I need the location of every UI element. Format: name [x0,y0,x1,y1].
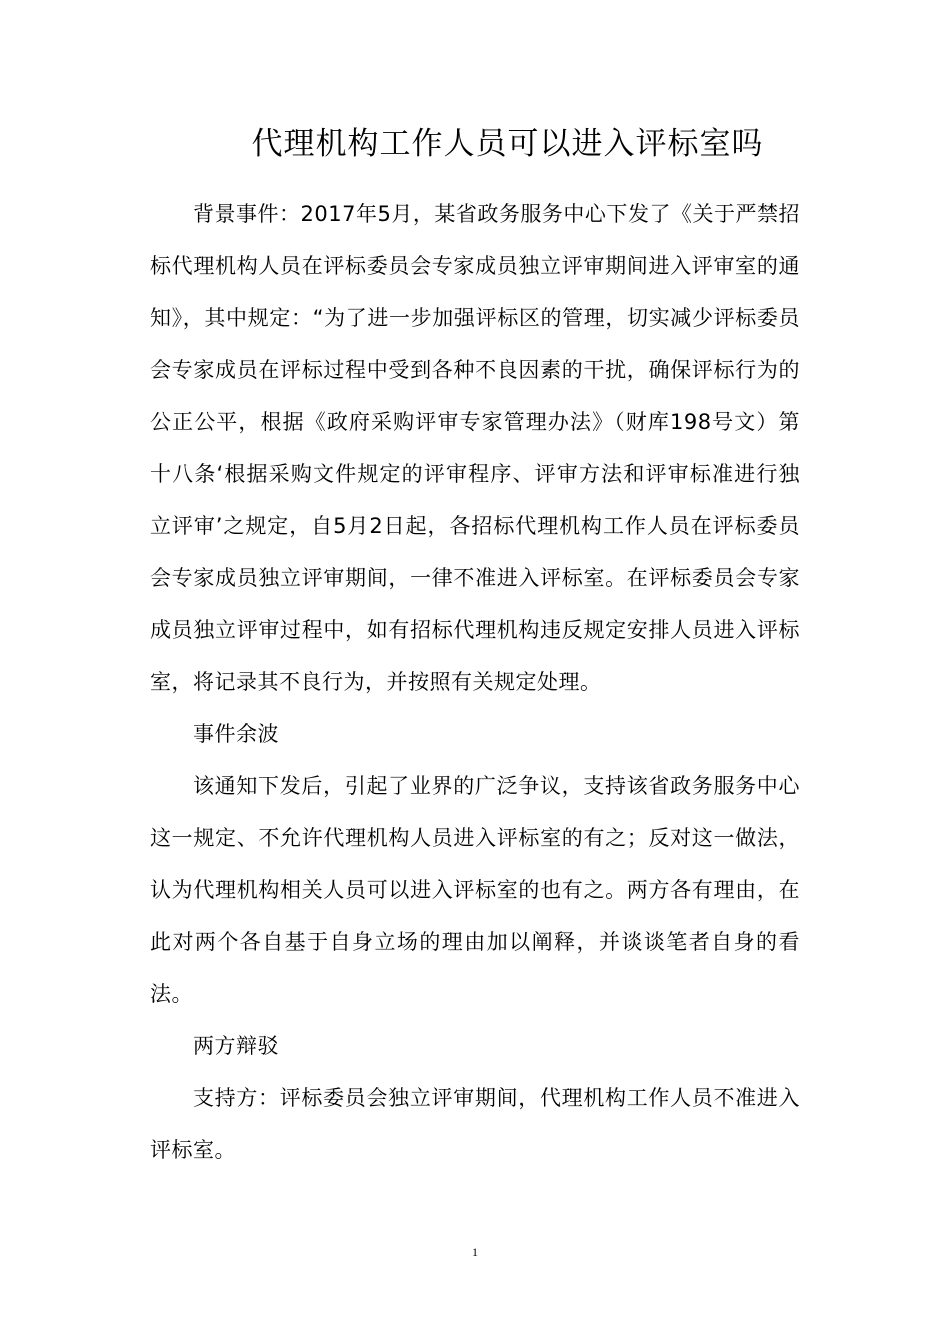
paragraph-controversy: 该通知下发后，引起了业界的广泛争议，支持该省政务服务中心这一规定、不允许代理机构人员进入评标室的有之；反对这一做法，认为代理机构相关人员可以进入评标室的也有之。两方各有理由，在此对两个各自基于自身立场的理由加以阐释，并谈谈笔者自身的看法。 [150,774,800,1006]
paragraph-background-event: 背景事件：2017年5月，某省政务服务中心下发了《关于严禁招标代理机构人员在评标委员会专家成员独立评审期间进入评审室的通知》，其中规定：“为了进一步加强评标区的管理，切实减少评标委员会专家成员在评标过程中受到各种不良因素的干扰，确保评标行为的公正公平，根据《政府采购评审专家管理办法》（财库198号文）第十八条‘根据采购文件规定的评审程序、评审方法和评审标准进行独立评审’之规定，自5月2日起，各招标代理机构工作人员在评标委员会专家成员独立评审期间，一律不准进入评标室。在评标委员会专家成员独立评审过程中，如有招标代理机构违反规定安排人员进入评标室，将记录其不良行为，并按照有关规定处理。 [150,202,800,694]
document-body [150,188,800,1176]
paragraph-supporting-side: 支持方：评标委员会独立评审期间，代理机构工作人员不准进入评标室。 [150,1086,800,1162]
heading-event-aftermath: 事件余波 [193,722,279,746]
heading-two-sides-debate: 两方辩驳 [193,1034,279,1058]
document-title: 代理机构工作人员可以进入评标室吗 [251,126,764,162]
page-number: 1 [472,1245,478,1259]
